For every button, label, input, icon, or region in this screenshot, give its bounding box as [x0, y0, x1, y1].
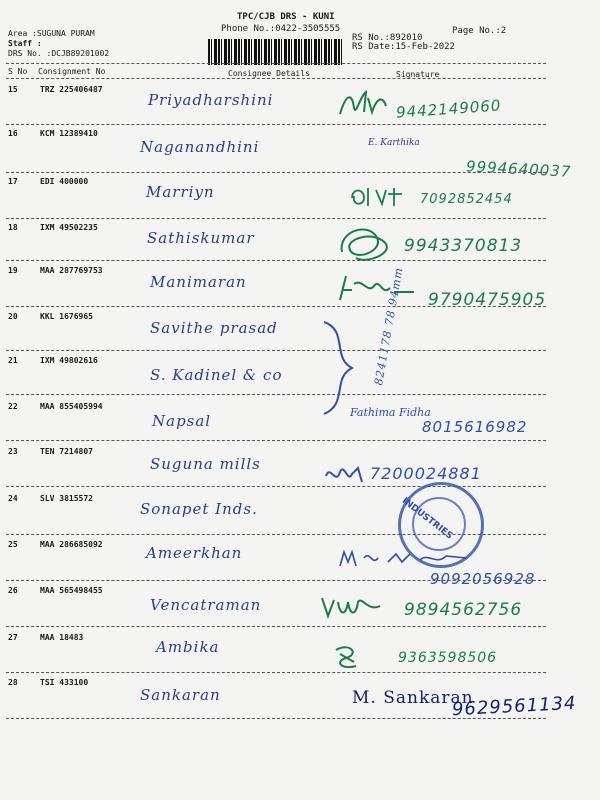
row-sno: 24	[8, 494, 18, 503]
consignee-name: Marriyn	[146, 183, 215, 201]
row-sno: 25	[8, 540, 18, 549]
consignee-name: Sonapet Inds.	[140, 500, 258, 518]
barcode	[208, 39, 344, 65]
divider	[6, 260, 546, 261]
row-sno: 23	[8, 447, 18, 456]
handwritten-signature-icon	[330, 642, 364, 672]
row-sno: 27	[8, 633, 18, 642]
consignee-phone: 7092852454	[420, 192, 513, 207]
receiver-note: Fathima Fidha	[350, 406, 431, 419]
consignee-phone: 7200024881	[370, 464, 482, 483]
consignee-name: Manimaran	[150, 273, 247, 291]
row-sno: 19	[8, 266, 18, 275]
divider	[6, 394, 546, 395]
row-consignment: IXM 49802616	[40, 356, 98, 365]
area-label: Area :SUGUNA PURAM	[8, 29, 95, 38]
row-sno: 21	[8, 356, 18, 365]
document-title: TPC/CJB DRS - KUNI	[237, 12, 335, 22]
row-consignment: KCM 12389410	[40, 129, 98, 138]
consignee-name: Naganandhini	[140, 138, 260, 156]
row-sno: 20	[8, 312, 18, 321]
rs-number: RS No.:892010	[352, 33, 423, 43]
consignee-name: Vencatraman	[150, 596, 262, 614]
divider	[6, 63, 546, 64]
receiver-note: E. Karthika	[368, 138, 420, 148]
consignee-phone: 8015616982	[422, 418, 528, 436]
consignee-name: Napsal	[152, 412, 212, 430]
staff-label: Staff :	[8, 39, 42, 48]
row-sno: 17	[8, 177, 18, 186]
row-consignment: MAA 287769753	[40, 266, 103, 275]
consignee-phone: 9994640037	[465, 157, 572, 181]
row-sno: 18	[8, 223, 18, 232]
handwritten-signature-icon	[338, 274, 418, 304]
divider	[6, 124, 546, 125]
consignee-name: Suguna mills	[150, 455, 261, 473]
row-consignment: SLV 3815572	[40, 494, 93, 503]
consignee-name: Sankaran	[140, 686, 221, 704]
consignee-phone: 9442149060	[395, 96, 502, 122]
row-consignment: TRZ 225406487	[40, 85, 103, 94]
consignee-name: Sathiskumar	[147, 229, 255, 247]
divider	[6, 580, 546, 581]
divider	[6, 78, 546, 79]
handwritten-signature-icon	[318, 592, 388, 622]
divider	[6, 350, 546, 351]
consignee-phone: 9092056928	[430, 570, 536, 588]
column-header-signature: Signature	[396, 70, 440, 79]
row-consignment: EDI 400000	[40, 177, 89, 186]
handwritten-signature-icon	[336, 548, 476, 570]
consignee-name: Savithe prasad	[150, 319, 278, 337]
row-consignment: IXM 49502235	[40, 223, 98, 232]
divider	[6, 718, 546, 719]
divider	[6, 672, 546, 673]
consignee-name: Ameerkhan	[146, 544, 243, 562]
row-sno: 16	[8, 129, 18, 138]
divider	[6, 534, 546, 535]
row-consignment: TEN 7214807	[40, 447, 93, 456]
stamp-text: INDUSTRIES	[399, 496, 455, 542]
row-consignment: MAA 286685092	[40, 540, 103, 549]
consignee-name: S. Kadinel & co	[150, 366, 283, 384]
divider	[6, 218, 546, 219]
row-sno: 22	[8, 402, 18, 411]
divider	[6, 172, 546, 173]
column-header-consignment: Consignment No	[38, 67, 106, 76]
row-consignment: KKL 1676965	[40, 312, 93, 321]
side-note: 8241178 78 94mm	[372, 265, 406, 387]
handwritten-signature-icon	[336, 86, 396, 120]
drs-number: DRS No. :DCJB89201002	[8, 49, 110, 58]
phone-number: Phone No.:0422-3505555	[221, 24, 341, 34]
receiver-note: M. Sankaran	[352, 688, 474, 708]
row-consignment: MAA 565498455	[40, 586, 103, 595]
divider	[6, 486, 546, 487]
row-sno: 28	[8, 678, 18, 687]
bracket-icon	[318, 318, 358, 418]
consignee-phone: 9363598506	[398, 650, 498, 666]
rs-date: RS Date:15-Feb-2022	[352, 42, 455, 52]
consignee-name: Priyadharshini	[148, 91, 274, 109]
column-header-consignee: Consignee Details	[228, 69, 310, 78]
row-consignment: TSI 433100	[40, 678, 89, 687]
row-consignment: MAA 18483	[40, 633, 84, 642]
handwritten-signature-icon	[346, 184, 410, 210]
page-number: Page No.:2	[452, 26, 507, 36]
consignee-phone: 9790475905	[428, 290, 547, 310]
consignee-phone: 9629561134	[451, 692, 577, 721]
consignee-phone: 9943370813	[404, 236, 523, 256]
consignee-phone: 9894562756	[404, 600, 523, 620]
consignee-name: Ambika	[156, 638, 220, 656]
row-consignment: MAA 855405994	[40, 402, 103, 411]
divider	[6, 306, 546, 307]
row-sno: 15	[8, 85, 18, 94]
divider	[6, 440, 546, 441]
divider	[6, 626, 546, 627]
row-sno: 26	[8, 586, 18, 595]
column-header-sno: S No	[8, 67, 28, 76]
